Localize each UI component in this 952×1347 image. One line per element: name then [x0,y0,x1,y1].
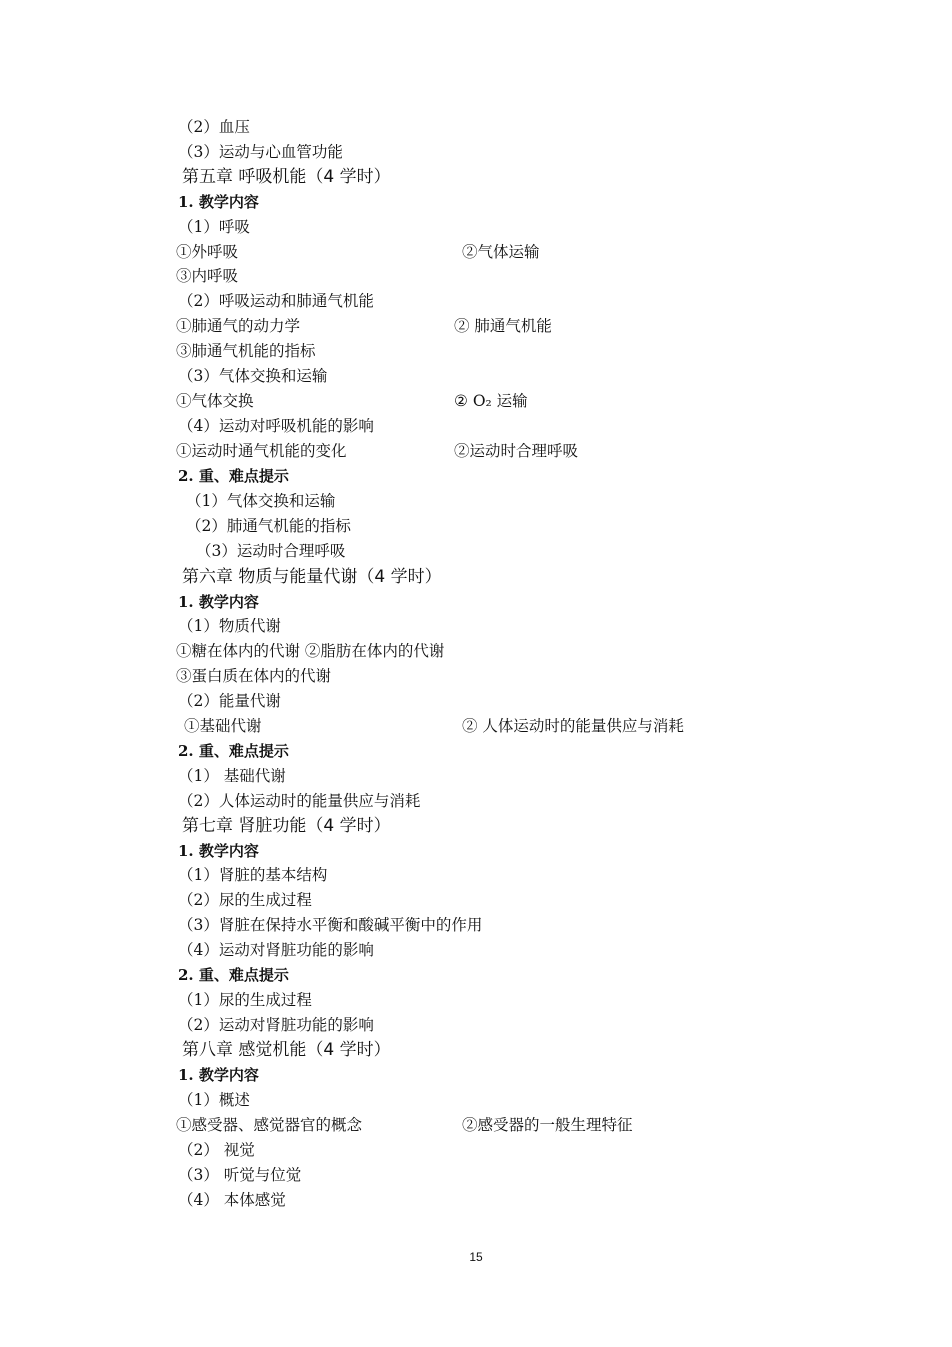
text-line: ①糖在体内的代谢 ②脂肪在体内的代谢 [176,642,445,660]
text-line: （2）血压 [178,118,250,136]
text-line: （3）气体交换和运输 [178,367,328,385]
text-line: ② O₂ 运输 [454,392,528,410]
text-line: （2）尿的生成过程 [178,891,312,909]
text-line: ①基础代谢 [184,717,262,735]
section-heading: 2. 重、难点提示 [178,966,289,984]
text-line: ②感受器的一般生理特征 [462,1116,633,1134]
text-line: （2）运动对肾脏功能的影响 [178,1016,374,1034]
chapter-heading: 第八章 感觉机能（4 学时） [182,1040,391,1060]
text-line: （4） 本体感觉 [178,1191,286,1209]
text-line: （3）运动时合理呼吸 [196,542,346,560]
text-line: ②气体运输 [462,243,540,261]
text-line: （1）物质代谢 [178,617,281,635]
text-line: ①运动时通气机能的变化 [176,442,347,460]
text-line: （1） 基础代谢 [178,767,286,785]
text-line: （4）运动对呼吸机能的影响 [178,417,374,435]
text-line: ①气体交换 [176,392,254,410]
section-heading: 1. 教学内容 [178,1066,259,1084]
text-line: （1）概述 [178,1091,250,1109]
chapter-heading: 第七章 肾脏功能（4 学时） [182,816,391,836]
text-line: ②运动时合理呼吸 [454,442,579,460]
text-line: （2） 视觉 [178,1141,255,1159]
text-line: （1）呼吸 [178,218,250,236]
section-heading: 1. 教学内容 [178,842,259,860]
section-heading: 1. 教学内容 [178,593,259,611]
text-line: （2）能量代谢 [178,692,281,710]
section-heading: 1. 教学内容 [178,193,259,211]
section-heading: 2. 重、难点提示 [178,742,289,760]
text-line: （3）肾脏在保持水平衡和酸碱平衡中的作用 [178,916,483,934]
text-line: （2）人体运动时的能量供应与消耗 [178,792,421,810]
text-line: ③蛋白质在体内的代谢 [176,667,332,685]
chapter-heading: 第五章 呼吸机能（4 学时） [182,167,391,187]
section-heading: 2. 重、难点提示 [178,467,289,485]
text-line: （1）肾脏的基本结构 [178,866,328,884]
chapter-heading: 第六章 物质与能量代谢（4 学时） [182,567,442,587]
text-line: （1）尿的生成过程 [178,991,312,1009]
text-line: ③内呼吸 [176,267,239,285]
text-line: （2）呼吸运动和肺通气机能 [178,292,374,310]
text-line: ①外呼吸 [176,243,239,261]
text-line: （2）肺通气机能的指标 [186,517,351,535]
text-line: （3）运动与心血管功能 [178,143,343,161]
text-line: （3） 听觉与位觉 [178,1166,302,1184]
text-line: ①肺通气的动力学 [176,317,301,335]
text-line: ③肺通气机能的指标 [176,342,316,360]
text-line: ② 人体运动时的能量供应与消耗 [462,717,684,735]
text-line: （4）运动对肾脏功能的影响 [178,941,374,959]
text-line: ①感受器、感觉器官的概念 [176,1116,363,1134]
page-number: 15 [469,1250,483,1264]
text-line: （1）气体交换和运输 [186,492,336,510]
text-line: ② 肺通气机能 [454,317,552,335]
